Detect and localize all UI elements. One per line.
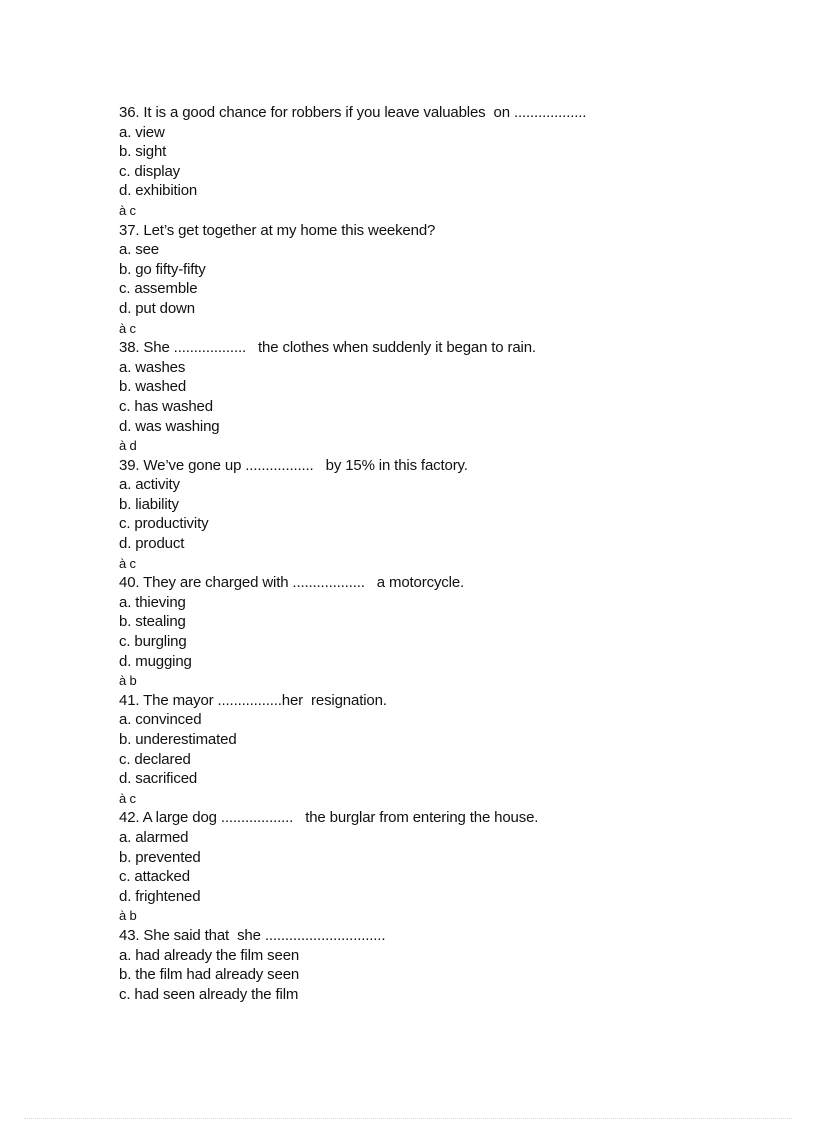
option-b: b. go fifty-fifty	[119, 260, 206, 278]
option-a: a. convinced	[119, 711, 202, 729]
answer-key: à c	[119, 320, 136, 336]
exercise-list	[119, 103, 779, 1004]
option-c: c. productivity	[119, 515, 209, 533]
option-b: b. the film had already seen	[119, 966, 300, 984]
option-c: c. burgling	[119, 633, 187, 651]
option-b: b. washed	[119, 378, 187, 396]
option-a: a. activity	[119, 476, 180, 494]
question-text: 38. She .................. the clothes when suddenly it began to rain.	[119, 339, 536, 357]
option-c: c. display	[119, 162, 181, 180]
question-block-40	[119, 573, 779, 691]
option-b: b. underestimated	[119, 731, 237, 748]
option-b: b. liability	[119, 495, 179, 513]
page-bottom-divider	[24, 1118, 792, 1119]
option-d: d. was washing	[119, 417, 220, 435]
option-a: a. view	[119, 123, 165, 141]
option-a: a. had already the film seen	[119, 946, 300, 964]
question-text: 37. Let’s get together at my home this weekend?	[119, 221, 436, 239]
option-d: d. put down	[119, 299, 195, 317]
option-c: c. attacked	[119, 868, 190, 886]
answer-key: à d	[119, 438, 137, 454]
question-text: 43. She said that she ..............................	[119, 926, 386, 944]
answer-key: à b	[119, 673, 137, 689]
answer-key: à c	[119, 555, 136, 571]
option-a: a. washes	[119, 358, 186, 376]
option-c: c. had seen already the film	[119, 985, 299, 1003]
question-text: 39. We’ve gone up ................. by 15% in this factory.	[119, 456, 468, 474]
option-c: c. has washed	[119, 397, 213, 415]
option-a: a. thieving	[119, 593, 186, 611]
option-d: d. product	[119, 535, 185, 553]
question-text: 40. They are charged with .................. a motorcycle.	[119, 574, 465, 592]
option-b: b. stealing	[119, 613, 186, 631]
question-block-43	[119, 926, 779, 1004]
option-d: d. exhibition	[119, 182, 198, 200]
question-text: 42. A large dog .................. the burglar from entering the house.	[119, 809, 539, 827]
answer-key: à c	[119, 790, 136, 806]
option-a: a. alarmed	[119, 828, 189, 846]
option-b: b. prevented	[119, 848, 201, 866]
option-d: d. mugging	[119, 652, 192, 670]
option-c: c. declared	[119, 750, 191, 768]
question-text: 36. It is a good chance for robbers if you leave valuables on ..................	[119, 104, 587, 121]
option-b: b. sight	[119, 143, 167, 161]
question-block-42	[119, 808, 779, 926]
option-a: a. see	[119, 241, 159, 259]
question-block-37	[119, 221, 779, 339]
option-d: d. frightened	[119, 887, 201, 905]
option-d: d. sacrificed	[119, 770, 198, 788]
answer-key: à b	[119, 908, 137, 924]
answer-key: à c	[119, 202, 136, 218]
question-block-36	[119, 103, 779, 221]
option-c: c. assemble	[119, 280, 198, 298]
question-block-38	[119, 338, 779, 456]
question-block-41	[119, 691, 779, 809]
question-block-39	[119, 456, 779, 574]
question-text: 41. The mayor ................her resignation.	[119, 691, 387, 709]
